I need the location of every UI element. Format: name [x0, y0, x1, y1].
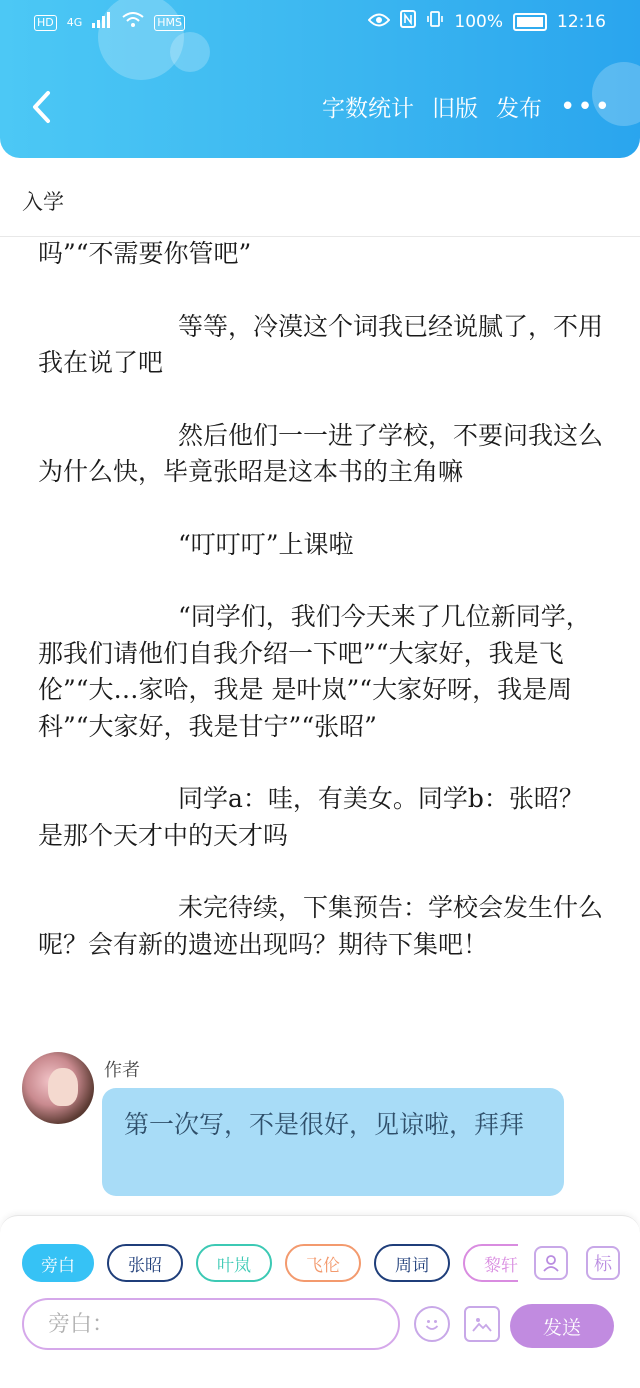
word-count-button[interactable]: 字数统计 — [321, 96, 414, 122]
send-button[interactable]: 发送 — [510, 1304, 614, 1348]
app-header — [0, 0, 640, 158]
story-paragraph: 吗”“不需要你管吧” — [38, 239, 252, 268]
image-icon — [471, 1314, 493, 1334]
chapter-title[interactable]: 入学 — [22, 190, 64, 214]
hd-badge: HD — [34, 15, 57, 31]
message-input[interactable] — [24, 1300, 398, 1348]
role-chip-zhouci[interactable]: 周词 — [374, 1244, 450, 1282]
chapter-bar — [0, 158, 640, 237]
mark-button[interactable] — [586, 1246, 620, 1280]
role-chip-narrator[interactable]: 旁白 — [22, 1244, 94, 1282]
author-label: 作者 — [104, 1060, 140, 1081]
battery-icon — [513, 13, 547, 31]
back-button[interactable] — [18, 84, 64, 130]
author-avatar[interactable] — [22, 1052, 94, 1124]
publish-button[interactable]: 发布 — [495, 96, 542, 122]
hms-badge: HMS — [154, 15, 185, 31]
story-content — [38, 236, 608, 999]
story-paragraph: “叮叮叮”上课啦 — [178, 529, 354, 559]
story-paragraph: 未完待续，下集预告：学校会发生什么呢？会有新的遗迹出现吗？期待下集吧！ — [38, 893, 604, 959]
role-selector — [22, 1244, 518, 1286]
chevron-left-icon — [30, 90, 52, 124]
battery-percent: 100% — [454, 11, 503, 32]
add-role-button[interactable] — [534, 1246, 568, 1280]
person-icon — [541, 1253, 561, 1273]
author-message-bubble[interactable]: 第一次写，不是很好，见谅啦，拜拜 — [102, 1088, 564, 1196]
clock: 12:16 — [557, 11, 606, 32]
role-chip-lixuan[interactable]: 黎轩 — [463, 1244, 518, 1282]
more-button[interactable]: ••• — [559, 91, 612, 122]
smiley-icon — [421, 1313, 443, 1335]
nav-bar — [0, 82, 640, 134]
mark-label: 标 — [594, 1254, 612, 1275]
image-button[interactable] — [464, 1306, 500, 1342]
story-paragraph: 同学a：哇，有美女。同学b：张昭？是那个天才中的天才吗 — [38, 784, 584, 850]
eye-icon — [368, 12, 390, 32]
role-chip-zhangzhao[interactable]: 张昭 — [107, 1244, 183, 1282]
story-paragraph: 等等，冷漠这个词我已经说腻了，不用我在说了吧 — [38, 311, 604, 377]
emoji-button[interactable] — [414, 1306, 450, 1342]
message-input-wrapper — [22, 1298, 400, 1350]
signal-icon — [92, 12, 112, 33]
network-badge: 4G — [66, 16, 83, 29]
wifi-icon — [122, 12, 144, 33]
story-paragraph: “同学们，我们今天来了几位新同学，那我们请他们自我介绍一下吧”“大家好，我是飞伦”“大…家哈，我是 是叶岚”“大家好呀，我是周科”“大家好，我是甘宁”“张昭” — [38, 602, 591, 741]
role-chip-feilun[interactable]: 飞伦 — [285, 1244, 361, 1282]
vibrate-icon — [426, 10, 444, 33]
old-version-button[interactable]: 旧版 — [431, 96, 478, 122]
nfc-icon — [400, 10, 416, 33]
story-paragraph: 然后他们一一进了学校，不要问我这么为什么快，毕竟张昭是这本书的主角嘛 — [38, 420, 604, 486]
role-chip-yelan[interactable]: 叶岚 — [196, 1244, 272, 1282]
status-bar — [0, 6, 640, 40]
